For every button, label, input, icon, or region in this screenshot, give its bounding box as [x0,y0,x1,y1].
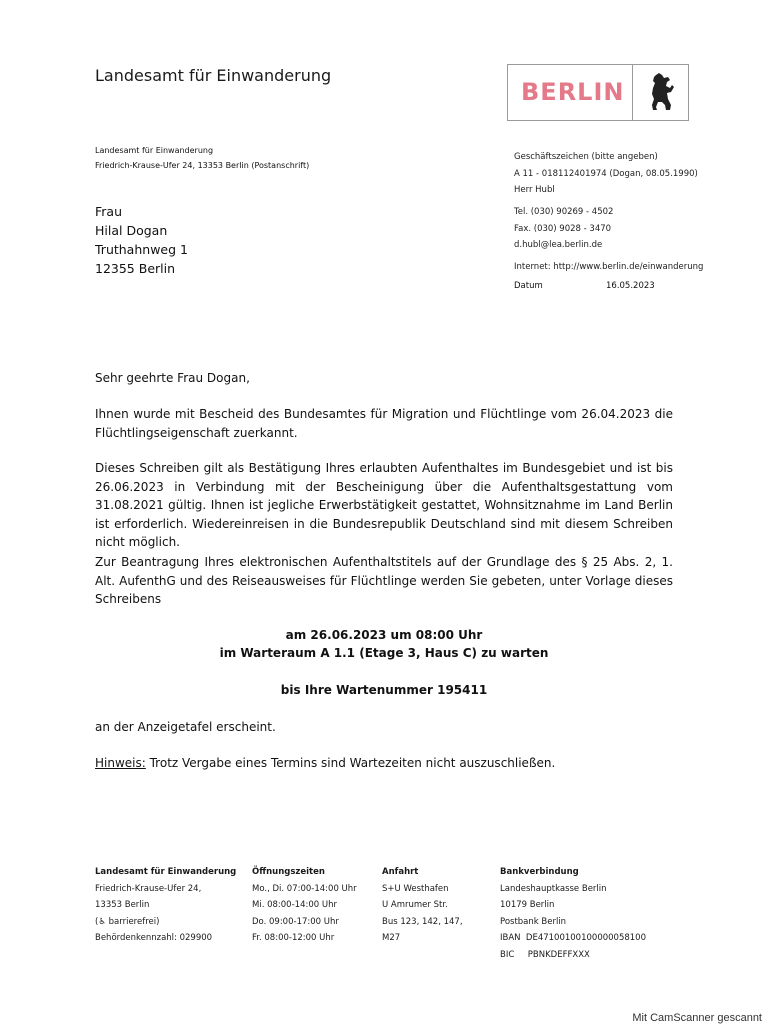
footer-line: Postbank Berlin [500,916,567,927]
footer-line: 13353 Berlin [95,900,150,910]
reference-block [514,149,698,199]
footer-line: Mo., Di. 07:00-14:00 Uhr [252,883,357,894]
hint [95,754,673,773]
footer-line: 10179 Berlin [500,900,555,910]
footer-directions-heading: Anfahrt [382,867,419,877]
recipient-street: Truthahnweg 1 [95,242,188,257]
footer-hours-heading: Öffnungszeiten [252,867,325,877]
footer-line: U Amrumer Str. [382,900,448,910]
contact-tel: Tel. (030) 90269 - 4502 [514,207,614,217]
footer-bank [500,864,646,963]
footer-line: IBAN DE47100100100000058100 [500,933,646,943]
footer-line: Friedrich-Krause-Ufer 24, [95,883,202,894]
paragraph-3: Zur Beantragung Ihres elektronischen Aufenthaltstitels auf der Grundlage des § 25 Abs. 2, 1. Alt. AufenthG und des Reiseausweises für Flüchtlinge werden Sie gebeten, unter Vorlage dieses Schreibens [95,555,673,606]
date-label: Datum [514,281,543,291]
berlin-logo [507,64,689,121]
greeting: Sehr geehrte Frau Dogan, [95,371,250,385]
paragraph-2: Dieses Schreiben gilt als Bestätigung Ihres erlaubten Aufenthaltes im Bundesgebiet und ist bis 26.06.2023 in Verbindung mit der Bescheinigung über die Aufenthaltsgestattung vom 31.08.2021 gültig. Ihnen ist jegliche Erwerbstätigkeit gestattet, Wohnsitznahme im Land Berlin ist erforderlich. Wiedereinreisen in die Bundesrepublik Deutschland sind mit diesem Schreiben nicht möglich. [95,461,673,549]
footer-bank-heading: Bankverbindung [500,867,579,877]
footer-directions [382,864,463,947]
footer-line: (♿ barrierefrei) [95,916,160,927]
contact-person: Herr Hubl [514,185,555,195]
waiting-number: bis Ihre Wartenummer 195411 [280,683,488,697]
logo-divider [632,65,633,120]
contact-email: d.hubl@lea.berlin.de [514,240,603,250]
scanner-watermark: Mit CamScanner gescannt [632,1012,762,1024]
sender-line1: Landesamt für Einwanderung [95,146,214,155]
footer-line: Bus 123, 142, 147, [382,916,463,927]
internet-link: Internet: http://www.berlin.de/einwanderung [514,262,704,272]
contact-block [514,204,613,254]
sender-address [95,143,309,173]
logo-text: BERLIN [521,78,625,106]
footer-authority-heading: Landesamt für Einwanderung [95,867,237,877]
footer-line: Mi. 08:00-14:00 Uhr [252,900,337,910]
paragraph-1: Ihnen wurde mit Bescheid des Bundesamtes für Migration und Flüchtlinge vom 26.04.2023 die Flüchtlingseigenschaft zuerkannt. [95,407,673,440]
recipient-name: Hilal Dogan [95,223,168,238]
recipient-city: 12355 Berlin [95,261,176,276]
contact-fax: Fax. (030) 9028 - 3470 [514,223,612,234]
reference-label: Geschäftszeichen (bitte angeben) [514,152,658,162]
recipient-address [95,202,188,278]
recipient-salutation: Frau [95,204,123,219]
footer-opening-hours [252,864,357,947]
appointment-room: im Warteraum A 1.1 (Etage 3, Haus C) zu warten [219,646,549,660]
footer-line: BIC PBNKDEFFXXX [500,949,590,960]
sender-line2: Friedrich-Krause-Ufer 24, 13353 Berlin (Postanschrift) [95,161,310,170]
display-text: an der Anzeigetafel erscheint. [95,720,276,734]
footer-line: Fr. 08:00-12:00 Uhr [252,933,335,943]
authority-title: Landesamt für Einwanderung [95,66,332,85]
footer-line: Landeshauptkasse Berlin [500,883,607,894]
footer-authority [95,864,236,947]
reference-value: A 11 - 018112401974 (Dogan, 08.05.1990) [514,168,698,179]
appointment-date: am 26.06.2023 um 08:00 Uhr [285,628,483,642]
footer-line: Behördenkennzahl: 029900 [95,933,213,943]
berlin-bear-icon [644,72,676,112]
footer-line: M27 [382,933,401,943]
hint-label: Hinweis: [95,756,146,770]
footer-line: Do. 09:00-17:00 Uhr [252,916,339,927]
hint-text: Trotz Vergabe eines Termins sind Wartezeiten nicht auszuschließen. [145,756,556,770]
date-value: 16.05.2023 [606,281,655,291]
footer-line: S+U Westhafen [382,883,449,894]
